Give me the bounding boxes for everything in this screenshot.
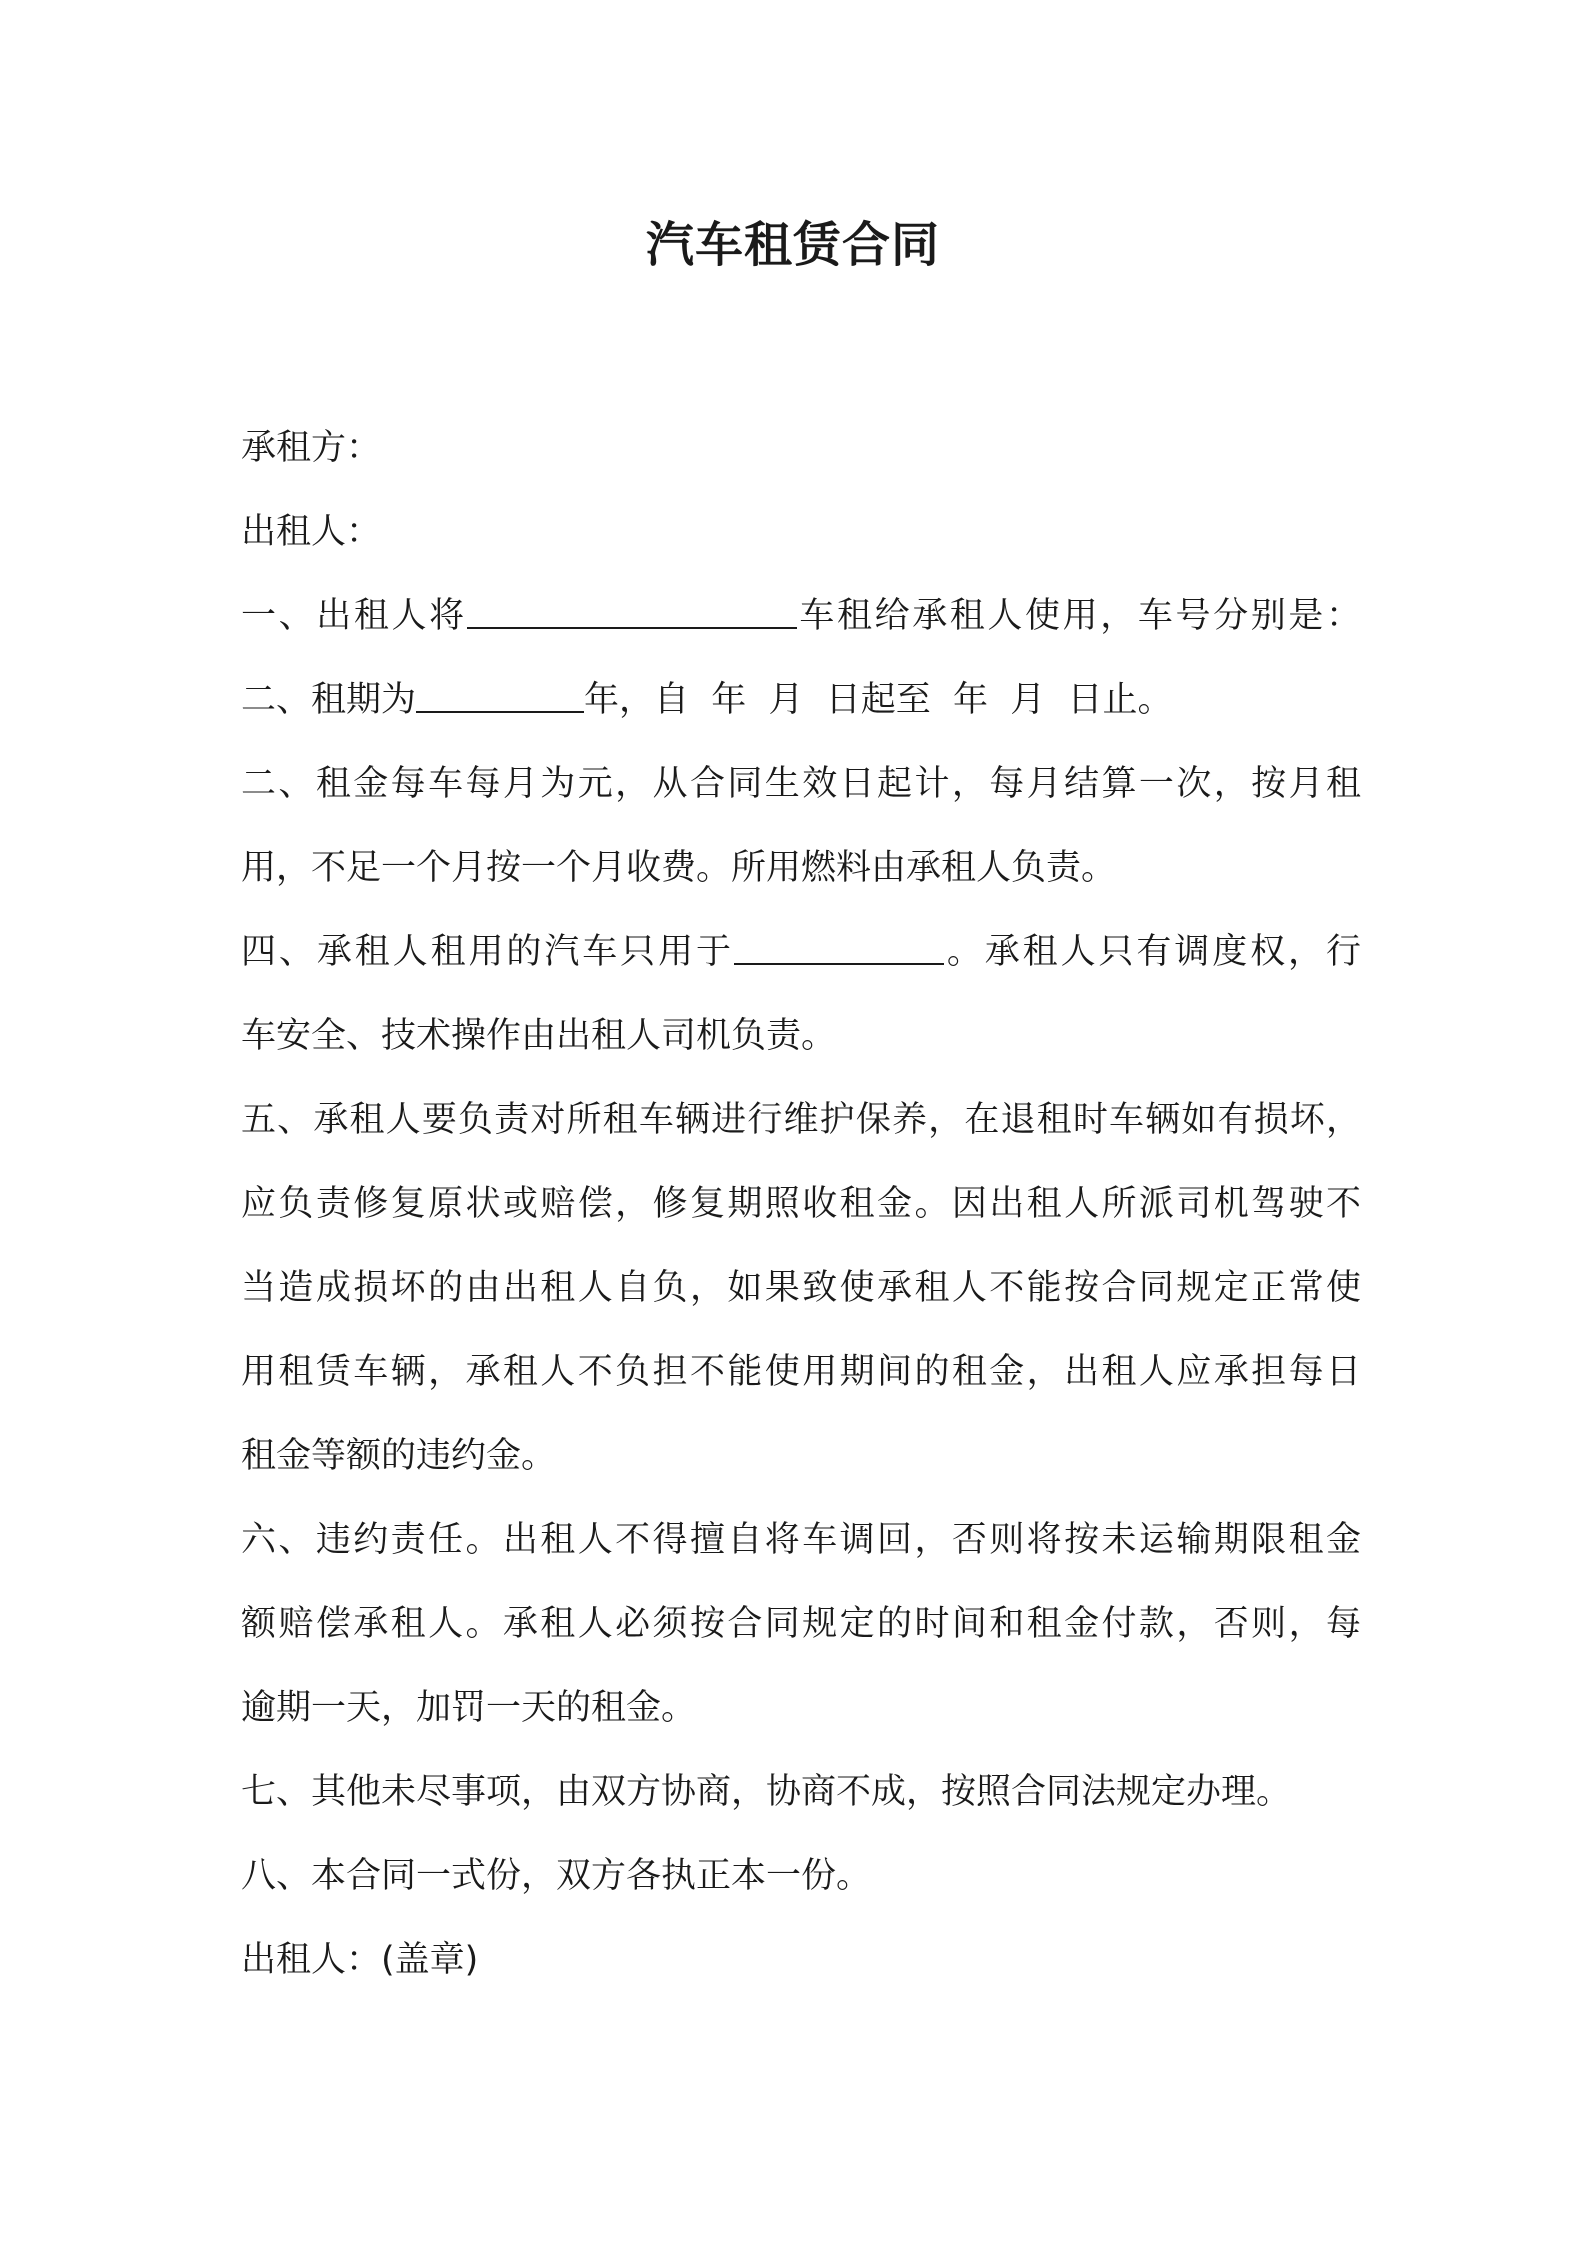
vehicle-blank-line	[467, 597, 797, 629]
clause-4-prefix: 四、承租人租用的汽车只用于	[241, 932, 734, 972]
contract-body	[241, 406, 1361, 2002]
document-title: 汽车租赁合同	[645, 217, 940, 273]
clause-3-line-2: 用，不足一个月按一个月收费。所用燃料由承租人负责。	[241, 848, 1117, 888]
clause-2-suffix: 年，自 年 月 日起至 年 月 日止。	[584, 680, 1173, 720]
clause-6-line-1: 六、违约责任。出租人不得擅自将车调回，否则将按未运输期限租金	[241, 1520, 1361, 1560]
clause-4-line-2: 车安全、技术操作由出租人司机负责。	[241, 1016, 837, 1056]
clause-4-suffix: 。承租人只有调度权，行	[943, 932, 1361, 972]
clause-5-line-1: 五、承租人要负责对所租车辆进行维护保养，在退租时车辆如有损坏，	[241, 1100, 1361, 1140]
clause-7: 七、其他未尽事项，由双方协商，协商不成，按照合同法规定办理。	[241, 1772, 1292, 1812]
clause-1	[241, 574, 1361, 658]
clause-5-line-5: 租金等额的违约金。	[241, 1436, 557, 1476]
clause-5-line-2: 应负责修复原状或赔偿，修复期照收租金。因出租人所派司机驾驶不	[241, 1184, 1361, 1224]
clause-4-line-1	[241, 910, 1361, 994]
clause-3-line-1: 二、租金每车每月为元，从合同生效日起计，每月结算一次，按月租	[241, 764, 1361, 804]
lessee-label: 承租方：	[241, 428, 382, 468]
usage-blank-line	[734, 933, 944, 965]
clause-5-line-3: 当造成损坏的由出租人自负，如果致使承租人不能按合同规定正常使	[241, 1268, 1361, 1308]
clause-6-line-3: 逾期一天，加罚一天的租金。	[241, 1688, 697, 1728]
lessor-signature: 出租人：(盖章)	[241, 1940, 479, 1980]
clause-2-prefix: 二、租期为	[241, 680, 417, 720]
clause-1-prefix: 一、出租人将	[241, 596, 467, 636]
clause-5-line-4: 用租赁车辆，承租人不负担不能使用期间的租金，出租人应承担每日	[241, 1352, 1361, 1392]
lessor-label: 出租人：	[241, 512, 382, 552]
clause-1-suffix: 车租给承租人使用，车号分别是：	[796, 596, 1361, 636]
clause-6-line-2: 额赔偿承租人。承租人必须按合同规定的时间和租金付款，否则，每	[241, 1604, 1361, 1644]
clause-8: 八、本合同一式份，双方各执正本一份。	[241, 1856, 872, 1896]
term-blank-line	[416, 681, 584, 713]
clause-2	[241, 658, 1361, 742]
